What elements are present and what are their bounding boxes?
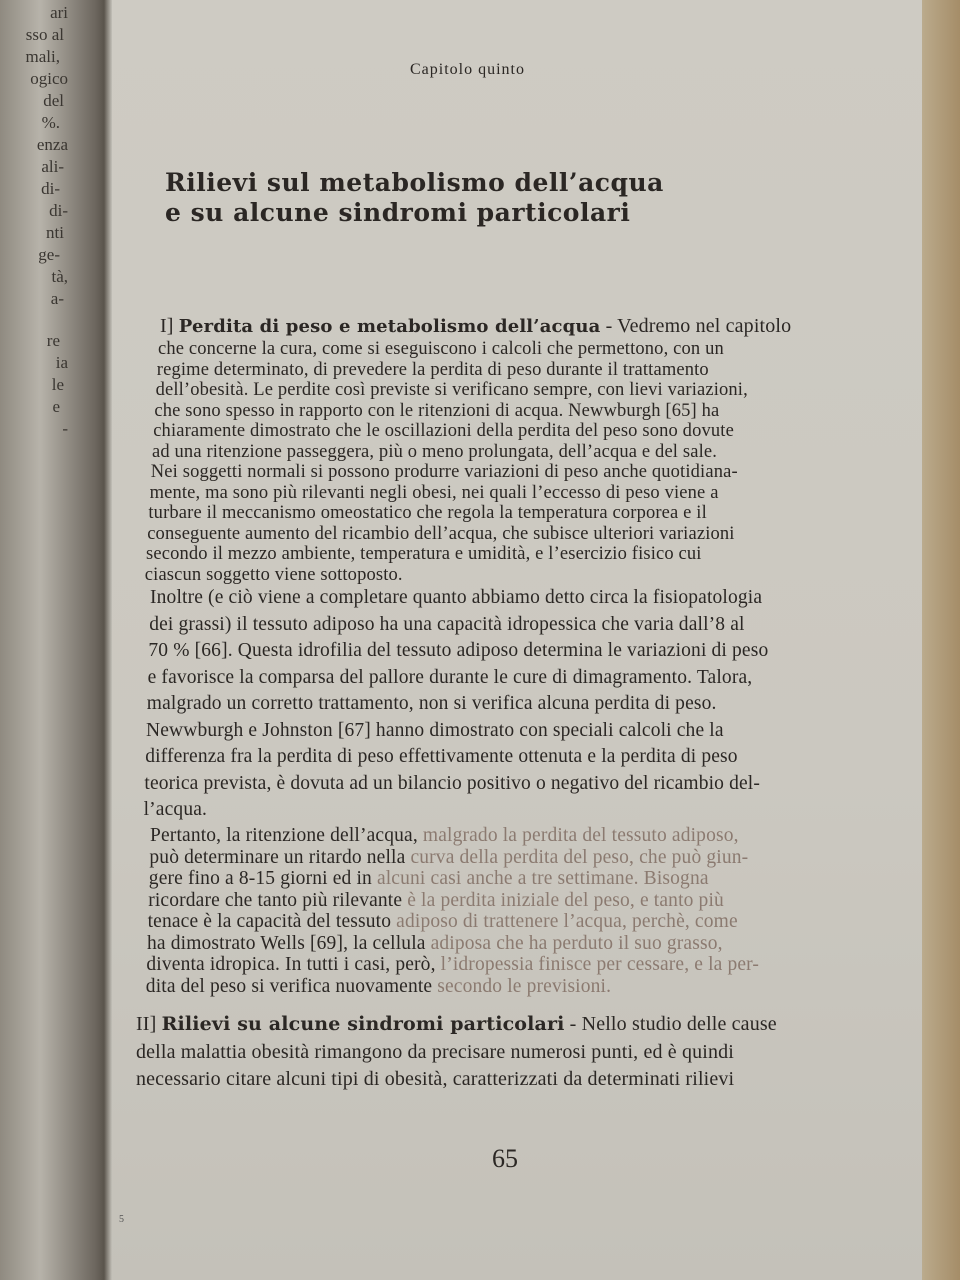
line-text: gere fino a 8-15 giorni ed in — [148, 868, 377, 889]
paragraph-line: ciascun soggetto viene sottoposto. — [144, 564, 403, 585]
left-page-text-fragment: sso al — [25, 25, 64, 44]
line-text-faded: l’idropessia finisce per cessare, e la per- — [440, 954, 760, 975]
chapter-header: Capitolo quinto — [410, 61, 525, 78]
line-text: diventa idropica. In tutti i casi, però, — [146, 954, 441, 975]
paragraph-line: Nei soggetti normali si possono produrre variazioni di peso anche quotidiana- — [150, 462, 738, 482]
line-text: tenace è la capacità del tessuto — [147, 911, 397, 932]
paragraph-line — [146, 977, 611, 997]
paragraph-line — [147, 934, 723, 954]
paragraph-line: e favorisce la comparsa del pallore durante le cure di dimagramento. Talora, — [147, 666, 753, 688]
left-page-text-fragment: mali, — [25, 47, 60, 66]
chapter-title-line-2: e su alcune sindromi particolari — [165, 198, 631, 227]
line-text-faded: è la perdita iniziale del peso, e tanto più — [407, 889, 724, 911]
line-text: può determinare un ritardo nella — [149, 846, 411, 868]
left-page-text-fragment: - — [62, 419, 68, 438]
paragraph-line: chiaramente dimostrato che le oscillazioni della perdita del peso sono dovute — [153, 421, 734, 441]
left-page-text-fragment: ari — [50, 3, 68, 22]
left-page-text-fragment: e — [52, 397, 60, 416]
section-heading-text: Rilievi su alcune sindromi particolari — [161, 1013, 565, 1035]
footer-mark: 5 — [119, 1214, 124, 1225]
section-heading-text: Perdita di peso e metabolismo dell’acqua — [178, 316, 601, 337]
left-page-text-fragment: re — [46, 331, 60, 350]
paragraph-line: mente, ma sono più rilevanti negli obesi, nei quali l’eccesso di peso viene a — [149, 482, 719, 503]
left-page-text-fragment: le — [51, 375, 64, 394]
section-number: II] — [136, 1013, 157, 1035]
paragraph-line: Inoltre (e ciò viene a completare quanto abbiamo detto circa la fisiopatologia — [150, 587, 763, 608]
paragraph-line — [149, 848, 748, 868]
paragraph-line — [150, 826, 739, 846]
left-page-text-fragment: di- — [41, 179, 60, 198]
section-2-heading — [136, 1014, 777, 1034]
paragraph-line: conseguente aumento del ricambio dell’acqua, che subisce ulteriori variazioni — [147, 523, 735, 544]
left-page-edge — [0, 0, 98, 1280]
paragraph-line: 70 % [66]. Questa idrofilia del tessuto adiposo determina le variazioni di peso — [148, 640, 769, 661]
page-number: 65 — [492, 1144, 518, 1173]
section-heading-tail: - Nello studio delle cause — [564, 1013, 777, 1035]
section-1-heading — [160, 316, 791, 336]
line-text: Pertanto, la ritenzione dell’acqua, — [150, 825, 423, 846]
left-page-text-fragment: del — [43, 91, 64, 110]
left-page-text-fragment: ia — [55, 353, 68, 372]
left-page-text-fragment: ogico — [30, 69, 68, 88]
left-page-text-fragment: tà, — [51, 267, 68, 286]
left-page-text-fragment: a- — [50, 289, 64, 308]
line-text-faded: adiposo di trattenere l’acqua, perchè, come — [396, 911, 738, 932]
section-heading-tail: - Vedremo nel capitolo — [600, 315, 792, 337]
line-text-faded: malgrado la perdita del tessuto adiposo, — [422, 825, 739, 846]
left-page-text-fragment: di- — [49, 201, 68, 220]
line-text: ha dimostrato Wells [69], la cellula — [147, 932, 431, 954]
line-text-faded: curva della perdita del peso, che può giun- — [410, 846, 749, 868]
left-page-text-fragment: ali- — [41, 157, 64, 176]
paragraph-line: dei grassi) il tessuto adiposo ha una capacità idropessica che varia dall’8 al — [149, 613, 745, 635]
line-text-faded: alcuni casi anche a tre settimane. Bisogna — [376, 868, 709, 889]
paragraph-line — [148, 891, 724, 911]
paragraph-line: teorica prevista, è dovuta ad un bilancio positivo o negativo del ricambio del- — [144, 772, 761, 794]
paragraph-line: dell’obesità. Le perdite così previste si verificano sempre, con lievi variazioni, — [155, 380, 748, 400]
paragraph-line — [148, 912, 738, 932]
line-text-faded: adiposa che ha perduto il suo grasso, — [430, 932, 723, 954]
paragraph-line: della malattia obesità rimangono da precisare numerosi punti, ed è quindi — [136, 1041, 734, 1063]
line-text: dita del peso si verifica nuovamente — [145, 975, 438, 997]
paragraph-line: ad una ritenzione passeggera, più o meno prolungata, dell’acqua e del sale. — [152, 441, 718, 462]
paragraph-line: Newwburgh e Johnston [67] hanno dimostrato con speciali calcoli che la — [146, 719, 724, 741]
paragraph-line: l’acqua. — [143, 799, 208, 820]
paragraph-line: malgrado un corretto trattamento, non si verifica alcuna perdita di peso. — [146, 693, 717, 714]
line-text-faded: secondo le previsioni. — [437, 975, 612, 997]
line-text: ricordare che tanto più rilevante — [148, 889, 408, 911]
paragraph-line: differenza fra la perdita di peso effettivamente ottenuta e la perdita di peso — [145, 746, 738, 767]
paragraph-line — [146, 955, 759, 975]
chapter-title-line-1: Rilievi sul metabolismo dell’acqua — [165, 168, 664, 197]
left-page-text-fragment: ge- — [38, 245, 60, 264]
paragraph-line: necessario citare alcuni tipi di obesità, caratterizzati da determinati rilievi — [136, 1068, 735, 1090]
paragraph-line — [149, 869, 709, 889]
paragraph-line: che concerne la cura, come si eseguiscono i calcoli che permettono, con un — [158, 339, 724, 359]
left-page-text-fragment: %. — [41, 113, 60, 132]
paragraph-line: turbare il meccanismo omeostatico che regola la temperatura corporea e il — [148, 503, 707, 523]
section-number: I] — [160, 315, 174, 337]
book-page — [112, 0, 922, 1280]
paragraph-line: che sono spesso in rapporto con le ritenzioni di acqua. Newwburgh [65] ha — [154, 400, 720, 421]
paragraph-line: secondo il mezzo ambiente, temperatura e umidità, e l’esercizio fisico cui — [146, 544, 702, 564]
paragraph-line: regime determinato, di prevedere la perdita di peso durante il trattamento — [156, 359, 709, 380]
left-page-text-fragment: enza — [36, 135, 68, 154]
left-page-text-fragment: nti — [46, 223, 64, 242]
